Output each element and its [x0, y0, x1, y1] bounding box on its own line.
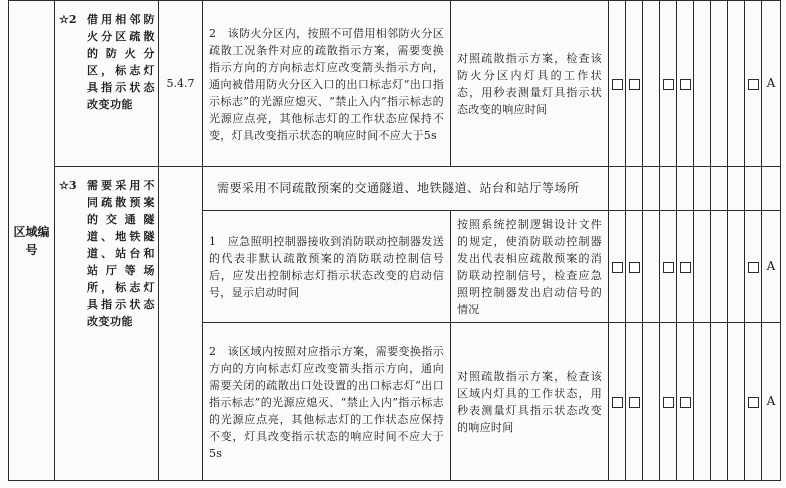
checkbox[interactable]	[680, 262, 691, 273]
item-3-title: 需要采用不同疏散预案的交通隧道、地铁隧道、站台和站厅等场所，标志灯具指示状态改变功能	[87, 179, 155, 328]
checkbox[interactable]	[663, 79, 674, 90]
checkbox[interactable]	[748, 79, 759, 90]
checkbox[interactable]	[629, 79, 640, 90]
checkbox[interactable]	[748, 397, 759, 408]
item-3-clause	[159, 167, 203, 481]
item-3-level-2: A	[762, 323, 781, 481]
item-2-method-2: 对照疏散指示方案，检查该防火分区内灯具的工作状态，用秒表测量灯具指示状态改变的响应时间	[451, 1, 609, 167]
checkbox[interactable]	[680, 397, 691, 408]
item-2-clause: 5.4.7	[159, 1, 203, 167]
item-3-method-1: 按照系统控制逻辑设计文件的规定，使消防联动控制器发出代表相应疏散预案的消防联动控制信号，检查应急照明控制器发出启动信号的情况	[451, 211, 609, 323]
checkbox[interactable]	[612, 262, 623, 273]
item-3-number: ☆3	[59, 179, 77, 192]
item-2-number: ☆2	[59, 13, 77, 26]
item-3-cell	[55, 167, 159, 481]
checkbox[interactable]	[629, 397, 640, 408]
item-3-method-2: 对照疏散指示方案，检查该区域内灯具的工作状态，用秒表测量灯具指示状态改变的响应时间	[451, 323, 609, 481]
checkbox[interactable]	[663, 397, 674, 408]
item-3-requirement-1: 1 应急照明控制器接收到消防联动控制器发送的代表非默认疏散预案的消防联动控制信号后，应发出控制标志灯指示状态改变的启动信号，显示启动时间	[203, 211, 451, 323]
item-2-requirement-2: 2 该防火分区内，按照不可借用相邻防火分区疏散工况条件对应的疏散指示方案，需要变换指示方向的方向标志灯应改变箭头指示方向，通向被借用防火分区入口的出口标志灯“出口指示标志”的光源应熄灭、“禁止入内”指示标志的光源应点亮，其他标志灯的工作状态应保持不变，灯具改变指示状态的响应时间不应大于5s	[203, 1, 451, 167]
area-label: 区域编号	[13, 224, 50, 257]
checkbox[interactable]	[612, 397, 623, 408]
checkbox[interactable]	[748, 262, 759, 273]
checkbox[interactable]	[612, 79, 623, 90]
item-2-row	[9, 1, 781, 167]
item-3-requirement-2: 2 该区域内按照对应指示方案，需要变换指示方向的方向标志灯应改变箭头指示方向，通向需要关闭的疏散出口处设置的出口标志灯“出口指示标志”的光源应熄灭、“禁止入内”指示标志的光源应点亮，其他标志灯的工作状态应保持不变，灯具改变指示状态的响应时间不应大于5s	[203, 323, 451, 481]
checkbox[interactable]	[663, 262, 674, 273]
inspection-table	[8, 0, 781, 481]
checkbox[interactable]	[680, 79, 691, 90]
area-label-cell	[9, 1, 55, 481]
item-3-header: 需要采用不同疏散预案的交通隧道、地铁隧道、站台和站厅等场所	[203, 167, 609, 211]
item-3-level-1: A	[762, 211, 781, 323]
item-3-header-row	[9, 167, 781, 211]
item-2-cell	[55, 1, 159, 167]
item-2-title: 借用相邻防火分区疏散的防火分区，标志灯具指示状态改变功能	[87, 13, 155, 111]
checkbox[interactable]	[629, 262, 640, 273]
item-2-level: A	[762, 1, 781, 167]
